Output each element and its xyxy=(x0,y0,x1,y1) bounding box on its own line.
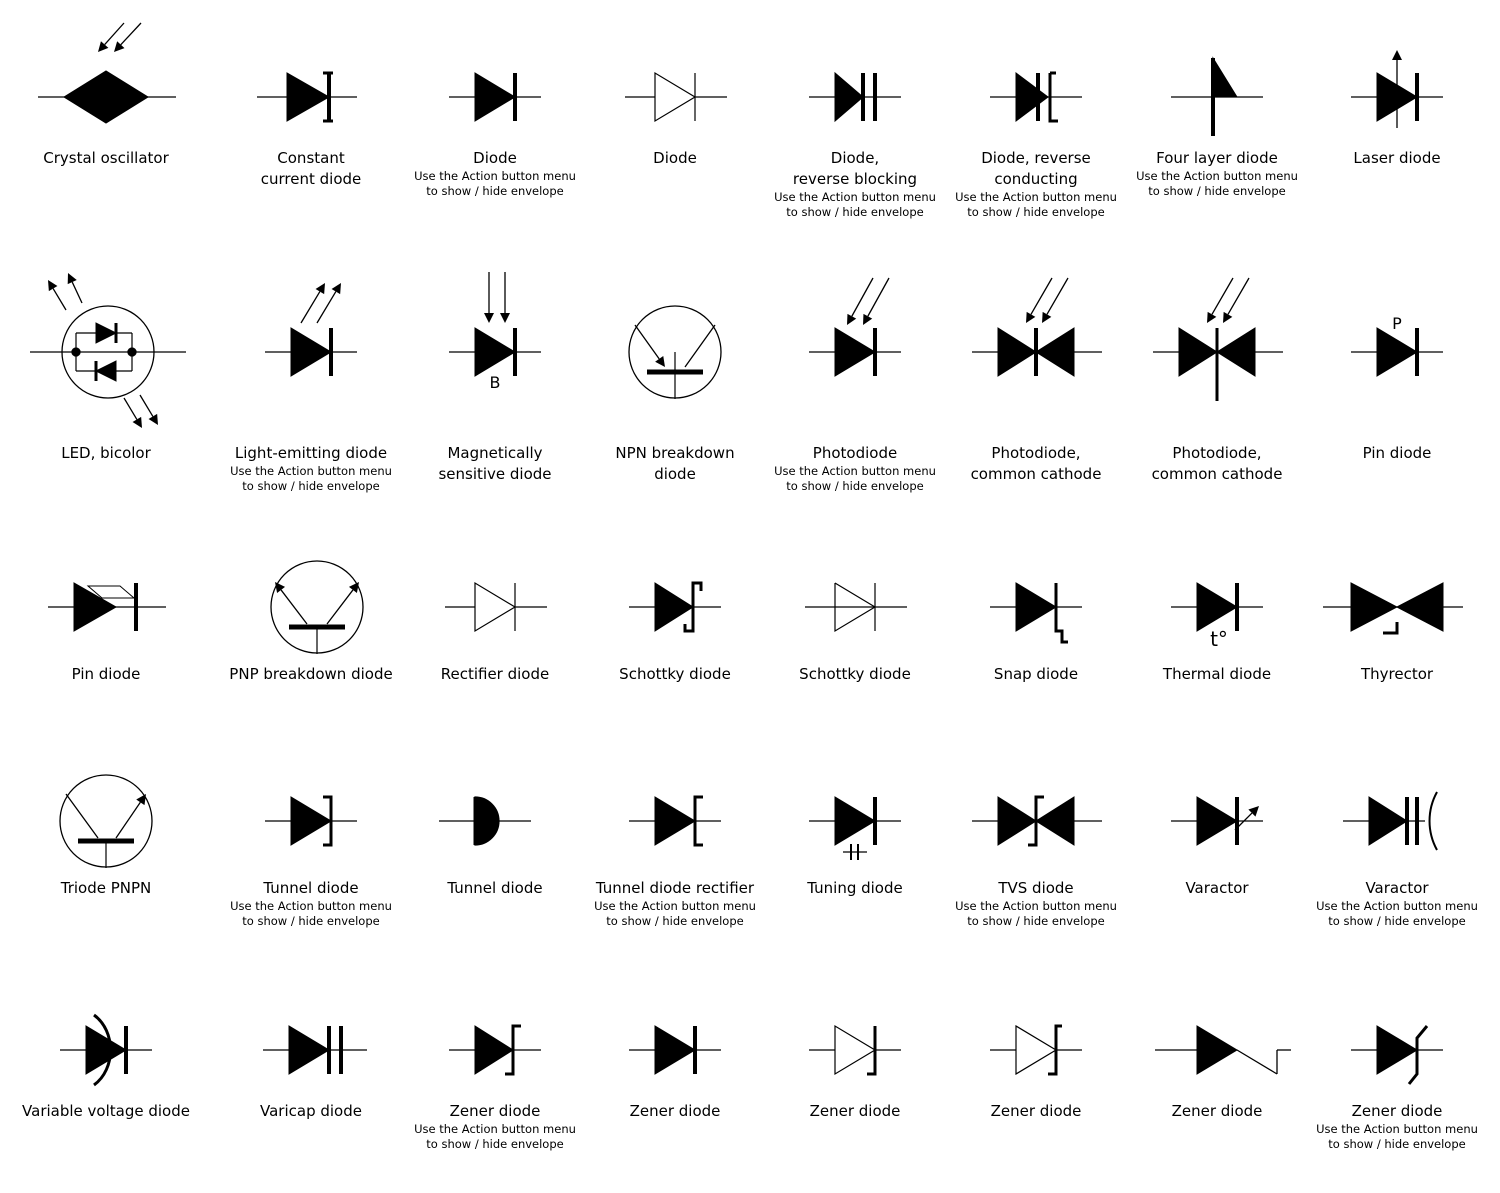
symbol-label: Diode, reverse blocking xyxy=(792,149,918,188)
symbol-label: TVS diode xyxy=(998,879,1074,897)
pin-diode-p-tag: P xyxy=(1392,314,1402,333)
symbol-label: Diode, reverse conducting xyxy=(981,149,1091,188)
symbol-label: Zener diode xyxy=(629,1102,721,1120)
symbol-label: Magnetically sensitive diode xyxy=(438,444,552,483)
tunnel-diode-envelope-graphic xyxy=(221,724,401,904)
symbol-label: Pin diode xyxy=(71,665,141,683)
symbol-zener-diode-filled xyxy=(585,953,765,1193)
envelope-hint: Use the Action button menu to show / hide envelope xyxy=(955,190,1117,219)
symbol-label: Zener diode xyxy=(449,1102,541,1120)
symbol-four-layer-diode xyxy=(1127,0,1307,240)
photodiode-common-cathode-1-graphic xyxy=(946,255,1126,435)
symbol-diode-outline xyxy=(585,0,765,240)
symbol-photodiode xyxy=(765,255,945,495)
symbol-variable-voltage-diode xyxy=(16,953,196,1193)
varactor-envelope-graphic xyxy=(1307,724,1487,904)
symbol-tuning-diode xyxy=(765,724,945,964)
symbol-label: Photodiode, common cathode xyxy=(970,444,1102,483)
pin-diode-graphic xyxy=(16,510,196,690)
symbol-label: Schottky diode xyxy=(799,665,911,683)
symbol-zener-diode-slant xyxy=(1307,953,1487,1193)
symbol-label: Zener diode xyxy=(1351,1102,1443,1120)
symbol-label: Laser diode xyxy=(1353,149,1441,167)
symbol-label: Zener diode xyxy=(1171,1102,1263,1120)
envelope-hint: Use the Action button menu to show / hide envelope xyxy=(1316,899,1478,928)
symbol-triode-pnpn xyxy=(16,724,196,964)
symbol-label: Photodiode xyxy=(812,444,898,462)
envelope-hint: Use the Action button menu to show / hide envelope xyxy=(774,190,936,219)
pin-diode-p-graphic xyxy=(1307,255,1487,435)
symbol-label: Photodiode, common cathode xyxy=(1151,444,1283,483)
symbol-tunnel-diode-rectifier xyxy=(585,724,765,964)
triode-pnpn-graphic xyxy=(16,724,196,904)
symbol-zener-diode-envelope xyxy=(405,953,585,1193)
symbol-magnetically-sensitive-diode xyxy=(405,255,585,495)
envelope-hint: Use the Action button menu to show / hide envelope xyxy=(774,464,936,493)
symbol-label: Triode PNPN xyxy=(60,879,152,897)
symbol-label: Zener diode xyxy=(809,1102,901,1120)
tunnel-diode-rectifier-graphic xyxy=(585,724,765,904)
symbol-light-emitting-diode xyxy=(221,255,401,495)
envelope-hint: Use the Action button menu to show / hide envelope xyxy=(594,899,756,928)
symbol-thermal-diode xyxy=(1127,510,1307,750)
rectifier-diode-graphic xyxy=(405,510,585,690)
symbol-label: Pin diode xyxy=(1362,444,1432,462)
symbol-label: Zener diode xyxy=(990,1102,1082,1120)
symbol-tunnel-diode-envelope xyxy=(221,724,401,964)
symbol-label: Four layer diode xyxy=(1156,149,1278,167)
pnp-breakdown-diode-graphic xyxy=(221,510,401,690)
varactor-graphic xyxy=(1127,724,1307,904)
snap-diode-graphic xyxy=(946,510,1126,690)
symbol-thyrector xyxy=(1307,510,1487,750)
envelope-hint: Use the Action button menu to show / hide envelope xyxy=(1316,1122,1478,1151)
symbol-label: Varactor xyxy=(1185,879,1249,897)
symbol-constant-current-diode xyxy=(221,0,401,240)
tvs-diode-graphic xyxy=(946,724,1126,904)
symbol-diode-reverse-conducting xyxy=(946,0,1126,240)
symbol-diode-envelope xyxy=(405,0,585,240)
symbol-label: Tunnel diode xyxy=(447,879,543,897)
envelope-hint: Use the Action button menu to show / hide envelope xyxy=(414,1122,576,1151)
symbol-pin-diode xyxy=(16,510,196,750)
light-emitting-diode-graphic xyxy=(221,255,401,435)
schottky-diode-outline-graphic xyxy=(765,510,945,690)
symbol-label: Varactor xyxy=(1365,879,1429,897)
led-bicolor-graphic xyxy=(16,255,196,435)
photodiode-common-cathode-2-graphic xyxy=(1127,255,1307,435)
envelope-hint: Use the Action button menu to show / hide envelope xyxy=(955,899,1117,928)
symbol-label: Crystal oscillator xyxy=(43,149,169,167)
symbol-label: Schottky diode xyxy=(619,665,731,683)
symbol-label: Snap diode xyxy=(993,665,1079,683)
symbol-label: Light-emitting diode xyxy=(234,444,388,462)
symbol-label: PNP breakdown diode xyxy=(229,665,393,683)
photodiode-graphic xyxy=(765,255,945,435)
symbol-varactor-envelope xyxy=(1307,724,1487,964)
symbol-pin-diode-p xyxy=(1307,255,1487,495)
symbol-laser-diode xyxy=(1307,0,1487,240)
symbol-label: Tunnel diode xyxy=(263,879,359,897)
thyrector-graphic xyxy=(1307,510,1487,690)
symbol-schottky-diode-filled xyxy=(585,510,765,750)
symbol-pnp-breakdown-diode xyxy=(221,510,401,750)
magnetically-sensitive-diode-tag: B xyxy=(489,373,501,392)
envelope-hint: Use the Action button menu to show / hide envelope xyxy=(414,169,576,198)
symbol-label: LED, bicolor xyxy=(61,444,151,462)
envelope-hint: Use the Action button menu to show / hide envelope xyxy=(230,464,392,493)
symbol-diode-reverse-blocking xyxy=(765,0,945,240)
symbol-rectifier-diode xyxy=(405,510,585,750)
symbol-label: Thermal diode xyxy=(1162,665,1272,683)
symbol-snap-diode xyxy=(946,510,1126,750)
symbol-label: Constant current diode xyxy=(260,149,362,188)
symbol-tunnel-diode xyxy=(405,724,585,964)
symbol-label: Diode xyxy=(653,149,697,167)
thermal-diode-graphic xyxy=(1127,510,1307,690)
schottky-diode-filled-graphic xyxy=(585,510,765,690)
symbol-zener-diode-outline-1 xyxy=(765,953,945,1193)
symbol-varactor xyxy=(1127,724,1307,964)
symbol-photodiode-common-cathode-1 xyxy=(946,255,1126,495)
symbol-photodiode-common-cathode-2 xyxy=(1127,255,1307,495)
symbol-label: Rectifier diode xyxy=(440,665,550,683)
envelope-hint: Use the Action button menu to show / hide envelope xyxy=(230,899,392,928)
tuning-diode-graphic xyxy=(765,724,945,904)
envelope-hint: Use the Action button menu to show / hide envelope xyxy=(1136,169,1298,198)
symbol-npn-breakdown-diode xyxy=(585,255,765,495)
magnetically-sensitive-diode-graphic xyxy=(405,255,585,435)
symbol-schottky-diode-outline xyxy=(765,510,945,750)
symbol-varicap-diode xyxy=(221,953,401,1193)
symbol-zener-diode-z xyxy=(1127,953,1307,1193)
symbol-zener-diode-outline-2 xyxy=(946,953,1126,1193)
symbol-label: Varicap diode xyxy=(260,1102,362,1120)
symbol-led-bicolor xyxy=(16,255,196,495)
symbol-label: NPN breakdown diode xyxy=(615,444,735,483)
symbol-tvs-diode xyxy=(946,724,1126,964)
symbol-label: Diode xyxy=(473,149,517,167)
thermal-diode-tag: t° xyxy=(1210,627,1228,651)
tunnel-diode-graphic xyxy=(405,724,585,904)
npn-breakdown-diode-graphic xyxy=(585,255,765,435)
symbol-crystal-oscillator xyxy=(16,0,196,240)
symbol-label: Tunnel diode rectifier xyxy=(595,879,755,897)
symbol-label: Tuning diode xyxy=(807,879,903,897)
symbol-label: Thyrector xyxy=(1360,665,1434,683)
symbol-label: Variable voltage diode xyxy=(22,1102,190,1120)
